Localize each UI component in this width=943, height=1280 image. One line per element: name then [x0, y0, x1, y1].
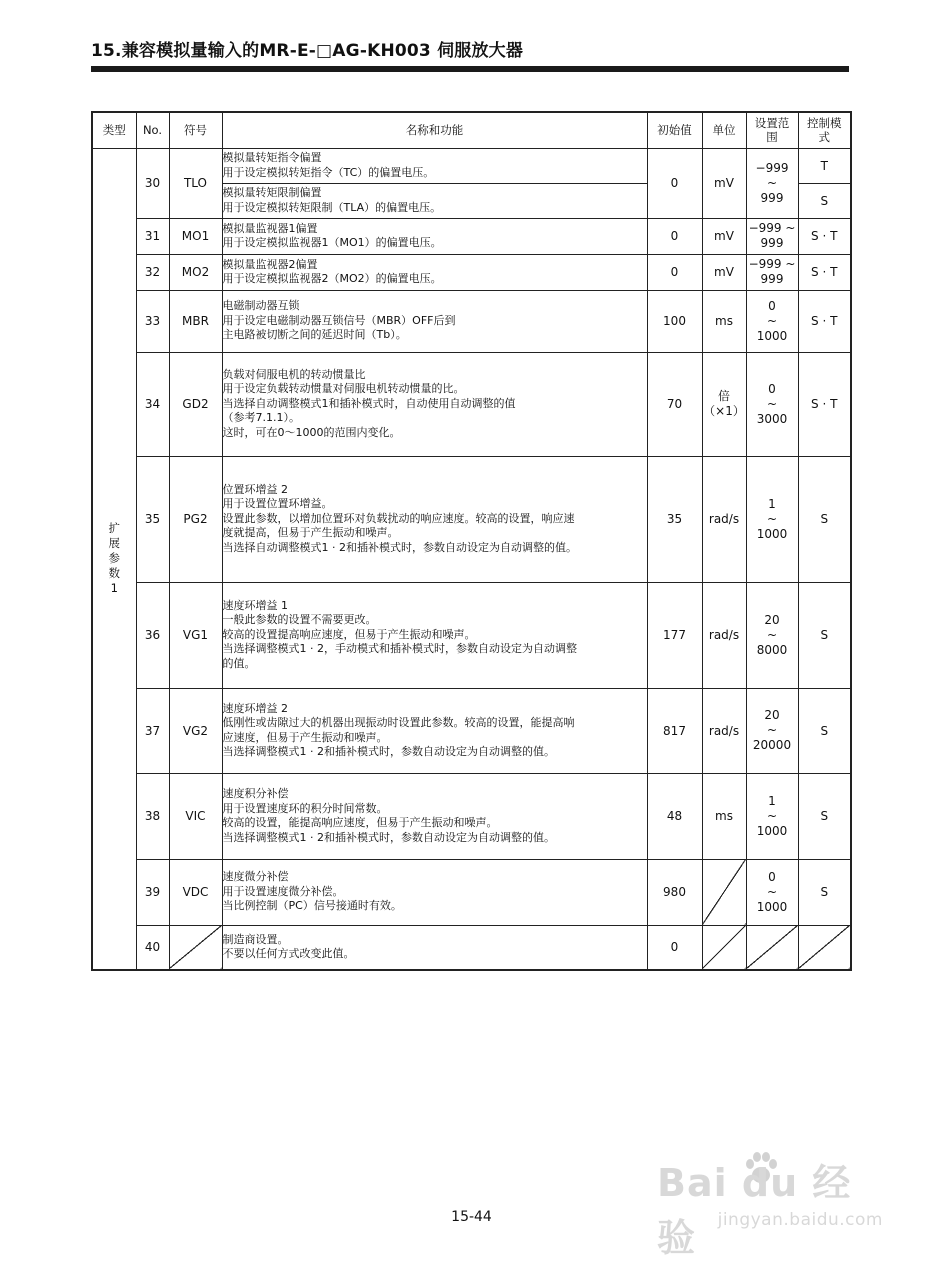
param-initial: 0	[647, 925, 702, 970]
param-mode: S	[798, 456, 851, 582]
param-symbol: MO2	[169, 254, 222, 290]
param-range: 20 ~ 8000	[746, 582, 798, 688]
param-unit: ms	[702, 290, 746, 352]
param-description: 模拟量转矩指令偏置 用于设定模拟转矩指令（TC）的偏置电压。	[222, 148, 647, 183]
param-description: 速度环增益 2 低刚性或齿隙过大的机器出现振动时设置此参数。较高的设置，能提高响 应速度，但易于产生振动和噪声。 当选择调整模式1 · 2和插补模式时，参数自动设定为自动调整的值。	[222, 688, 647, 773]
param-range: −999 ~ 999	[746, 148, 798, 218]
param-mode: S	[798, 773, 851, 859]
param-unit: rad/s	[702, 688, 746, 773]
header-name: 名称和功能	[222, 112, 647, 148]
param-mode-empty	[798, 925, 851, 970]
param-description: 负载对伺服电机的转动惯量比 用于设定负载转动惯量对伺服电机转动惯量的比。 当选择自动调整模式1和插补模式时，自动使用自动调整的值 （参考7.1.1）。 这时，可在0～1000的范围内变化。	[222, 352, 647, 456]
param-no: 38	[136, 773, 169, 859]
param-description: 速度积分补偿 用于设置速度环的积分时间常数。 较高的设置，能提高响应速度，但易于产生振动和噪声。 当选择调整模式1 · 2和插补模式时，参数自动设定为自动调整的值。	[222, 773, 647, 859]
param-unit-empty	[702, 925, 746, 970]
param-symbol: VDC	[169, 859, 222, 925]
param-description: 速度微分补偿 用于设置速度微分补偿。 当比例控制（PC）信号接通时有效。	[222, 859, 647, 925]
param-initial: 817	[647, 688, 702, 773]
param-range: −999 ~ 999	[746, 254, 798, 290]
param-description: 模拟量监视器1偏置 用于设定模拟监视器1（MO1）的偏置电压。	[222, 218, 647, 254]
table-row	[92, 290, 851, 352]
param-initial: 35	[647, 456, 702, 582]
header-range: 设置范围	[746, 112, 798, 148]
param-symbol: VIC	[169, 773, 222, 859]
param-symbol: MO1	[169, 218, 222, 254]
param-mode: T	[798, 148, 851, 183]
watermark-brand: Bai du 经验	[657, 1161, 852, 1260]
param-description: 模拟量监视器2偏置 用于设定模拟监视器2（MO2）的偏置电压。	[222, 254, 647, 290]
param-initial: 0	[647, 254, 702, 290]
param-unit: mV	[702, 218, 746, 254]
param-initial: 70	[647, 352, 702, 456]
table-row	[92, 254, 851, 290]
param-range: 0 ~ 1000	[746, 859, 798, 925]
param-range: −999 ~ 999	[746, 218, 798, 254]
param-unit: mV	[702, 254, 746, 290]
param-initial: 0	[647, 148, 702, 218]
param-description: 位置环增益 2 用于设置位置环增益。 设置此参数，以增加位置环对负载扰动的响应速度。较高的设置，响应速 度就提高，但易于产生振动和噪声。 当选择自动调整模式1 · 2和插补模式时，参数自动设定为自动调整的值。	[222, 456, 647, 582]
param-no: 34	[136, 352, 169, 456]
table-row	[92, 148, 851, 183]
param-unit: rad/s	[702, 456, 746, 582]
param-range: 0 ~ 1000	[746, 290, 798, 352]
param-no: 31	[136, 218, 169, 254]
param-description: 速度环增益 1 一般此参数的设置不需要更改。 较高的设置提高响应速度，但易于产生振动和噪声。 当选择调整模式1 · 2，手动模式和插补模式时，参数自动设定为自动调整 的值。	[222, 582, 647, 688]
param-mode: S	[798, 183, 851, 218]
param-symbol-empty	[169, 925, 222, 970]
watermark	[657, 1152, 887, 1262]
param-range: 20 ~ 20000	[746, 688, 798, 773]
table-row	[92, 773, 851, 859]
param-no: 30	[136, 148, 169, 218]
param-mode: S	[798, 859, 851, 925]
param-range-empty	[746, 925, 798, 970]
param-no: 39	[136, 859, 169, 925]
param-no: 37	[136, 688, 169, 773]
param-no: 32	[136, 254, 169, 290]
param-initial: 177	[647, 582, 702, 688]
param-symbol: VG2	[169, 688, 222, 773]
param-initial: 980	[647, 859, 702, 925]
table-row	[92, 688, 851, 773]
param-mode: S · T	[798, 218, 851, 254]
param-unit: 倍 （×1）	[702, 352, 746, 456]
param-symbol: PG2	[169, 456, 222, 582]
param-initial: 0	[647, 218, 702, 254]
page-number: 15-44	[451, 1209, 492, 1225]
header-unit: 单位	[702, 112, 746, 148]
param-initial: 100	[647, 290, 702, 352]
table-row	[92, 456, 851, 582]
param-description: 制造商设置。 不要以任何方式改变此值。	[222, 925, 647, 970]
header-rule	[91, 66, 849, 72]
param-mode: S	[798, 582, 851, 688]
param-mode: S	[798, 688, 851, 773]
param-symbol: GD2	[169, 352, 222, 456]
param-initial: 48	[647, 773, 702, 859]
param-unit: ms	[702, 773, 746, 859]
header-mode: 控制模式	[798, 112, 851, 148]
param-range: 1 ~ 1000	[746, 456, 798, 582]
page-header	[91, 40, 849, 62]
param-description: 电磁制动器互锁 用于设定电磁制动器互锁信号（MBR）OFF后到 主电路被切断之间的延迟时间（Tb）。	[222, 290, 647, 352]
table-row	[92, 925, 851, 970]
header-category: 类型	[92, 112, 136, 148]
watermark-url: jingyan.baidu.com	[717, 1210, 883, 1230]
param-mode: S · T	[798, 352, 851, 456]
param-mode: S · T	[798, 254, 851, 290]
page-title: 15.兼容模拟量输入的MR-E-□AG-KH003 伺服放大器	[91, 41, 524, 61]
parameter-table	[91, 111, 852, 971]
param-description: 模拟量转矩限制偏置 用于设定模拟转矩限制（TLA）的偏置电压。	[222, 183, 647, 218]
table-row	[92, 218, 851, 254]
param-mode: S · T	[798, 290, 851, 352]
table-row	[92, 352, 851, 456]
table-row	[92, 582, 851, 688]
param-no: 36	[136, 582, 169, 688]
param-unit: mV	[702, 148, 746, 218]
header-initial: 初始值	[647, 112, 702, 148]
param-unit-empty	[702, 859, 746, 925]
header-no: No.	[136, 112, 169, 148]
param-range: 0 ~ 3000	[746, 352, 798, 456]
category-cell: 扩 展 参 数 1	[92, 148, 136, 970]
header-symbol: 符号	[169, 112, 222, 148]
table-row	[92, 859, 851, 925]
param-symbol: MBR	[169, 290, 222, 352]
param-symbol: TLO	[169, 148, 222, 218]
param-no: 35	[136, 456, 169, 582]
table-header-row	[92, 112, 851, 148]
param-symbol: VG1	[169, 582, 222, 688]
param-no: 33	[136, 290, 169, 352]
param-range: 1 ~ 1000	[746, 773, 798, 859]
param-no: 40	[136, 925, 169, 970]
param-unit: rad/s	[702, 582, 746, 688]
